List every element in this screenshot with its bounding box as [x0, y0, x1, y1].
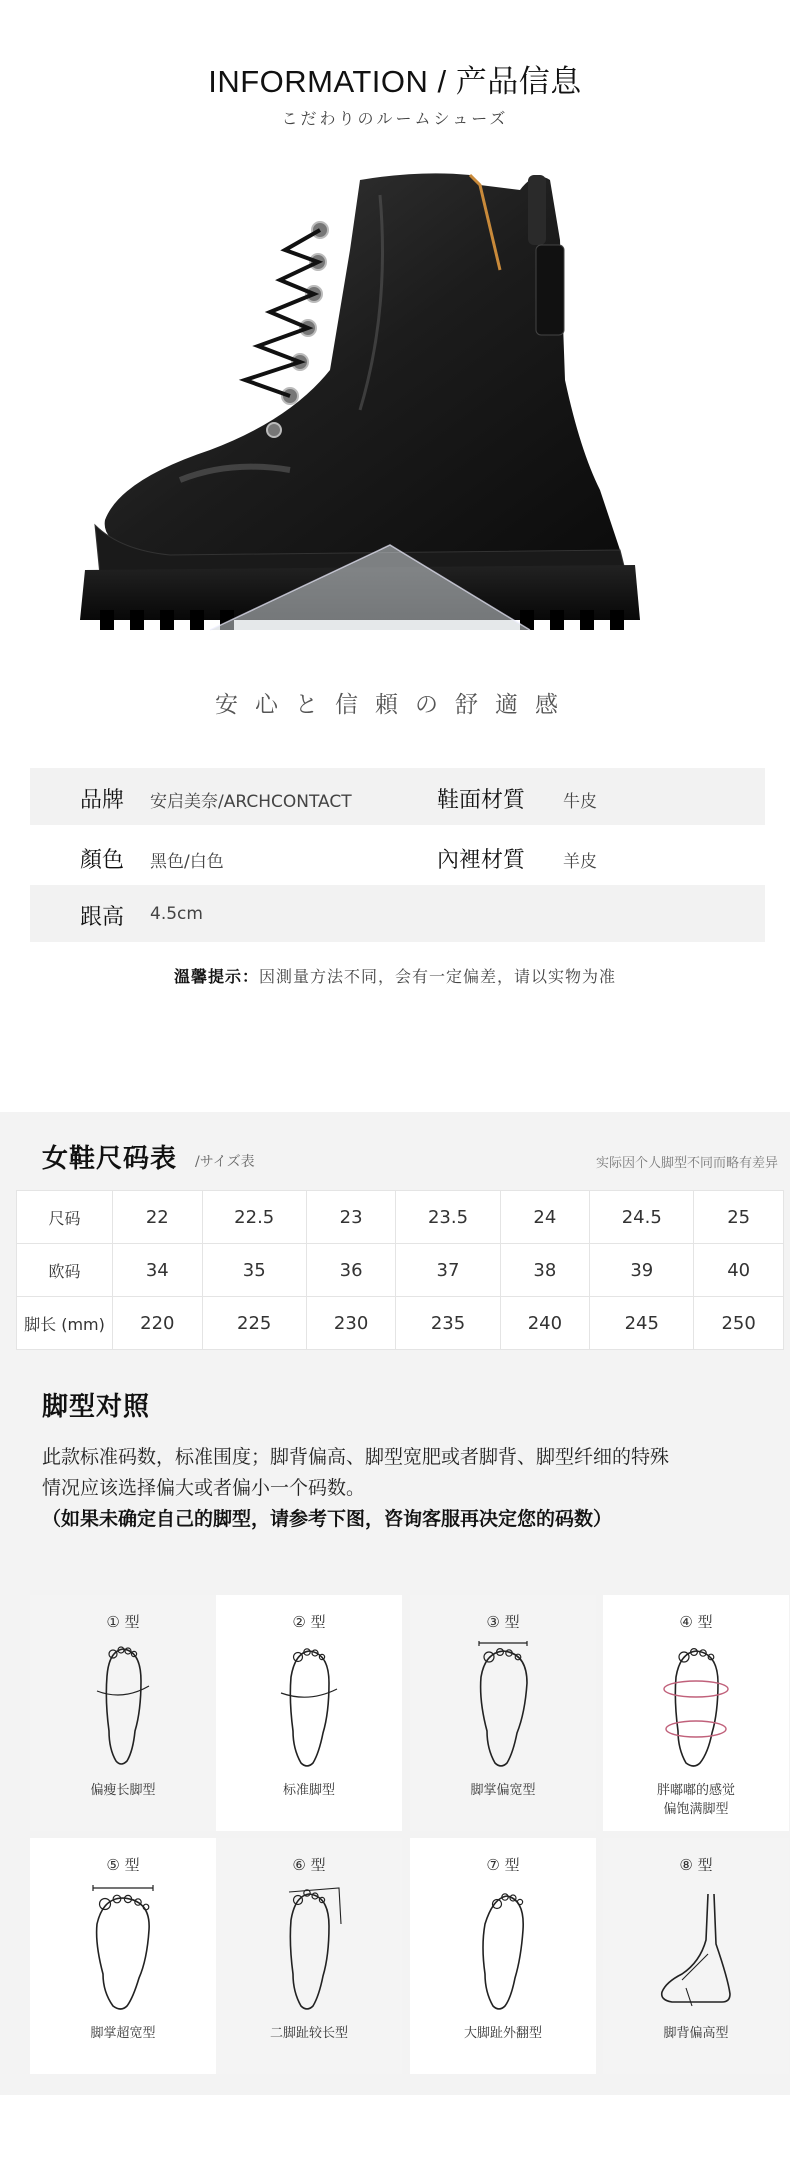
- foot-type-caption: [603, 1781, 789, 1819]
- table-cell: 235: [396, 1297, 500, 1350]
- spec-value: 黑色/白色: [150, 852, 224, 872]
- foot-type-caption: [216, 1781, 402, 1800]
- bunion-foot-icon: [463, 1884, 543, 2014]
- note-prefix: 溫馨提示：: [173, 967, 259, 986]
- foot-type-title: 脚型对照: [42, 1392, 151, 1422]
- foot-type-caption: [30, 2024, 216, 2043]
- size-table: [16, 1190, 784, 1350]
- caption-line: 标准脚型: [282, 1783, 335, 1798]
- table-cell: 25: [694, 1191, 784, 1244]
- foot-type-caption: [603, 2024, 789, 2043]
- table-cell: 37: [396, 1244, 500, 1297]
- table-row: [17, 1191, 784, 1244]
- boot-product-image: [60, 150, 710, 650]
- spec-value: 牛皮: [563, 792, 597, 812]
- foot-type-number: ② 型: [292, 1613, 326, 1631]
- spec-value: 4.5cm: [150, 904, 203, 924]
- caption-line: 脚掌偏宽型: [470, 1783, 536, 1798]
- spec-label: 顏色: [80, 848, 125, 873]
- table-cell: 250: [694, 1297, 784, 1350]
- table-cell: 39: [590, 1244, 694, 1297]
- desc-line: 此款标准码数，标准围度；脚背偏高、脚型宽肥或者脚背、脚型纤细的特殊: [42, 1446, 670, 1468]
- spec-value: 安启美奈/ARCHCONTACT: [150, 792, 352, 812]
- table-row: [17, 1244, 784, 1297]
- measurement-note: [0, 964, 790, 987]
- foot-type-card: [603, 1595, 789, 1831]
- spec-label: 鞋面材質: [437, 788, 526, 813]
- foot-type-card: [410, 1838, 596, 2074]
- foot-type-card: [216, 1838, 402, 2074]
- caption-line: 大脚趾外翻型: [463, 2026, 542, 2041]
- foot-type-caption: [410, 2024, 596, 2043]
- foot-type-number: ③ 型: [486, 1613, 520, 1631]
- caption-line: 脚掌超宽型: [90, 2026, 156, 2041]
- caption-line: 胖嘟嘟的感觉: [656, 1783, 735, 1798]
- standard-foot-icon: [269, 1641, 349, 1771]
- table-cell: 38: [500, 1244, 590, 1297]
- spec-row-heel: [30, 885, 765, 942]
- page-subtitle: こだわりのルームシューズ: [281, 109, 509, 128]
- caption-line: 二脚趾较长型: [269, 2026, 348, 2041]
- full-foot-icon: [656, 1641, 736, 1771]
- foot-type-caption: [216, 2024, 402, 2043]
- foot-type-number: ⑦ 型: [486, 1856, 520, 1874]
- note-text: 因測量方法不同，会有一定偏差，请以实物为准: [259, 967, 617, 986]
- page-title: INFORMATION / 产品信息: [208, 64, 582, 99]
- table-cell: 23: [306, 1191, 396, 1244]
- size-chart-subtitle: /サイズ表: [195, 1154, 255, 1170]
- foot-type-number: ④ 型: [679, 1613, 713, 1631]
- table-cell: 240: [500, 1297, 590, 1350]
- foot-type-card: [30, 1595, 216, 1831]
- row-header: 脚长 (mm): [17, 1297, 113, 1350]
- table-cell: 225: [202, 1297, 306, 1350]
- table-cell: 34: [113, 1244, 203, 1297]
- table-cell: 245: [590, 1297, 694, 1350]
- table-cell: 36: [306, 1244, 396, 1297]
- spec-row-color: [30, 828, 765, 885]
- wide-forefoot-icon: [463, 1641, 543, 1771]
- foot-type-number: ① 型: [106, 1613, 140, 1631]
- high-instep-foot-icon: [656, 1884, 736, 2014]
- tagline: 安心と信頼の舒適感: [215, 692, 575, 718]
- foot-type-card: [603, 1838, 789, 2074]
- foot-type-card: [216, 1595, 402, 1831]
- desc-line: 情况应该选择偏大或者偏小一个码数。: [42, 1477, 366, 1499]
- row-header: 尺码: [17, 1191, 113, 1244]
- size-chart-note: 实际因个人脚型不同而略有差异: [595, 1156, 778, 1171]
- foot-type-caption: [410, 1781, 596, 1800]
- row-header: 欧码: [17, 1244, 113, 1297]
- spec-value: 羊皮: [563, 852, 597, 872]
- caption-line: 偏饱满脚型: [663, 1802, 729, 1817]
- foot-type-description: [42, 1442, 762, 1535]
- caption-line: 偏瘦长脚型: [90, 1783, 156, 1798]
- extra-wide-foot-icon: [83, 1884, 163, 2014]
- foot-type-card: [30, 1838, 216, 2074]
- long-second-toe-icon: [269, 1884, 349, 2014]
- table-cell: 24.5: [590, 1191, 694, 1244]
- foot-type-caption: [30, 1781, 216, 1800]
- foot-type-card: [410, 1595, 596, 1831]
- table-cell: 220: [113, 1297, 203, 1350]
- spec-label: 跟高: [80, 905, 125, 930]
- table-cell: 230: [306, 1297, 396, 1350]
- spec-row-brand: [30, 768, 765, 825]
- spec-label: 內裡材質: [437, 848, 526, 873]
- foot-type-number: ⑥ 型: [292, 1856, 326, 1874]
- foot-type-number: ⑤ 型: [106, 1856, 140, 1874]
- size-chart-title: 女鞋尺码表: [42, 1144, 178, 1174]
- table-row: [17, 1297, 784, 1350]
- spec-label: 品牌: [80, 788, 125, 813]
- table-cell: 23.5: [396, 1191, 500, 1244]
- foot-type-number: ⑧ 型: [679, 1856, 713, 1874]
- table-cell: 22: [113, 1191, 203, 1244]
- desc-line-emphasis: （如果未确定自己的脚型，请参考下图，咨询客服再决定您的码数）: [42, 1508, 613, 1530]
- table-cell: 40: [694, 1244, 784, 1297]
- caption-line: 脚背偏高型: [663, 2026, 729, 2041]
- table-cell: 22.5: [202, 1191, 306, 1244]
- table-cell: 24: [500, 1191, 590, 1244]
- narrow-foot-icon: [83, 1641, 163, 1771]
- table-cell: 35: [202, 1244, 306, 1297]
